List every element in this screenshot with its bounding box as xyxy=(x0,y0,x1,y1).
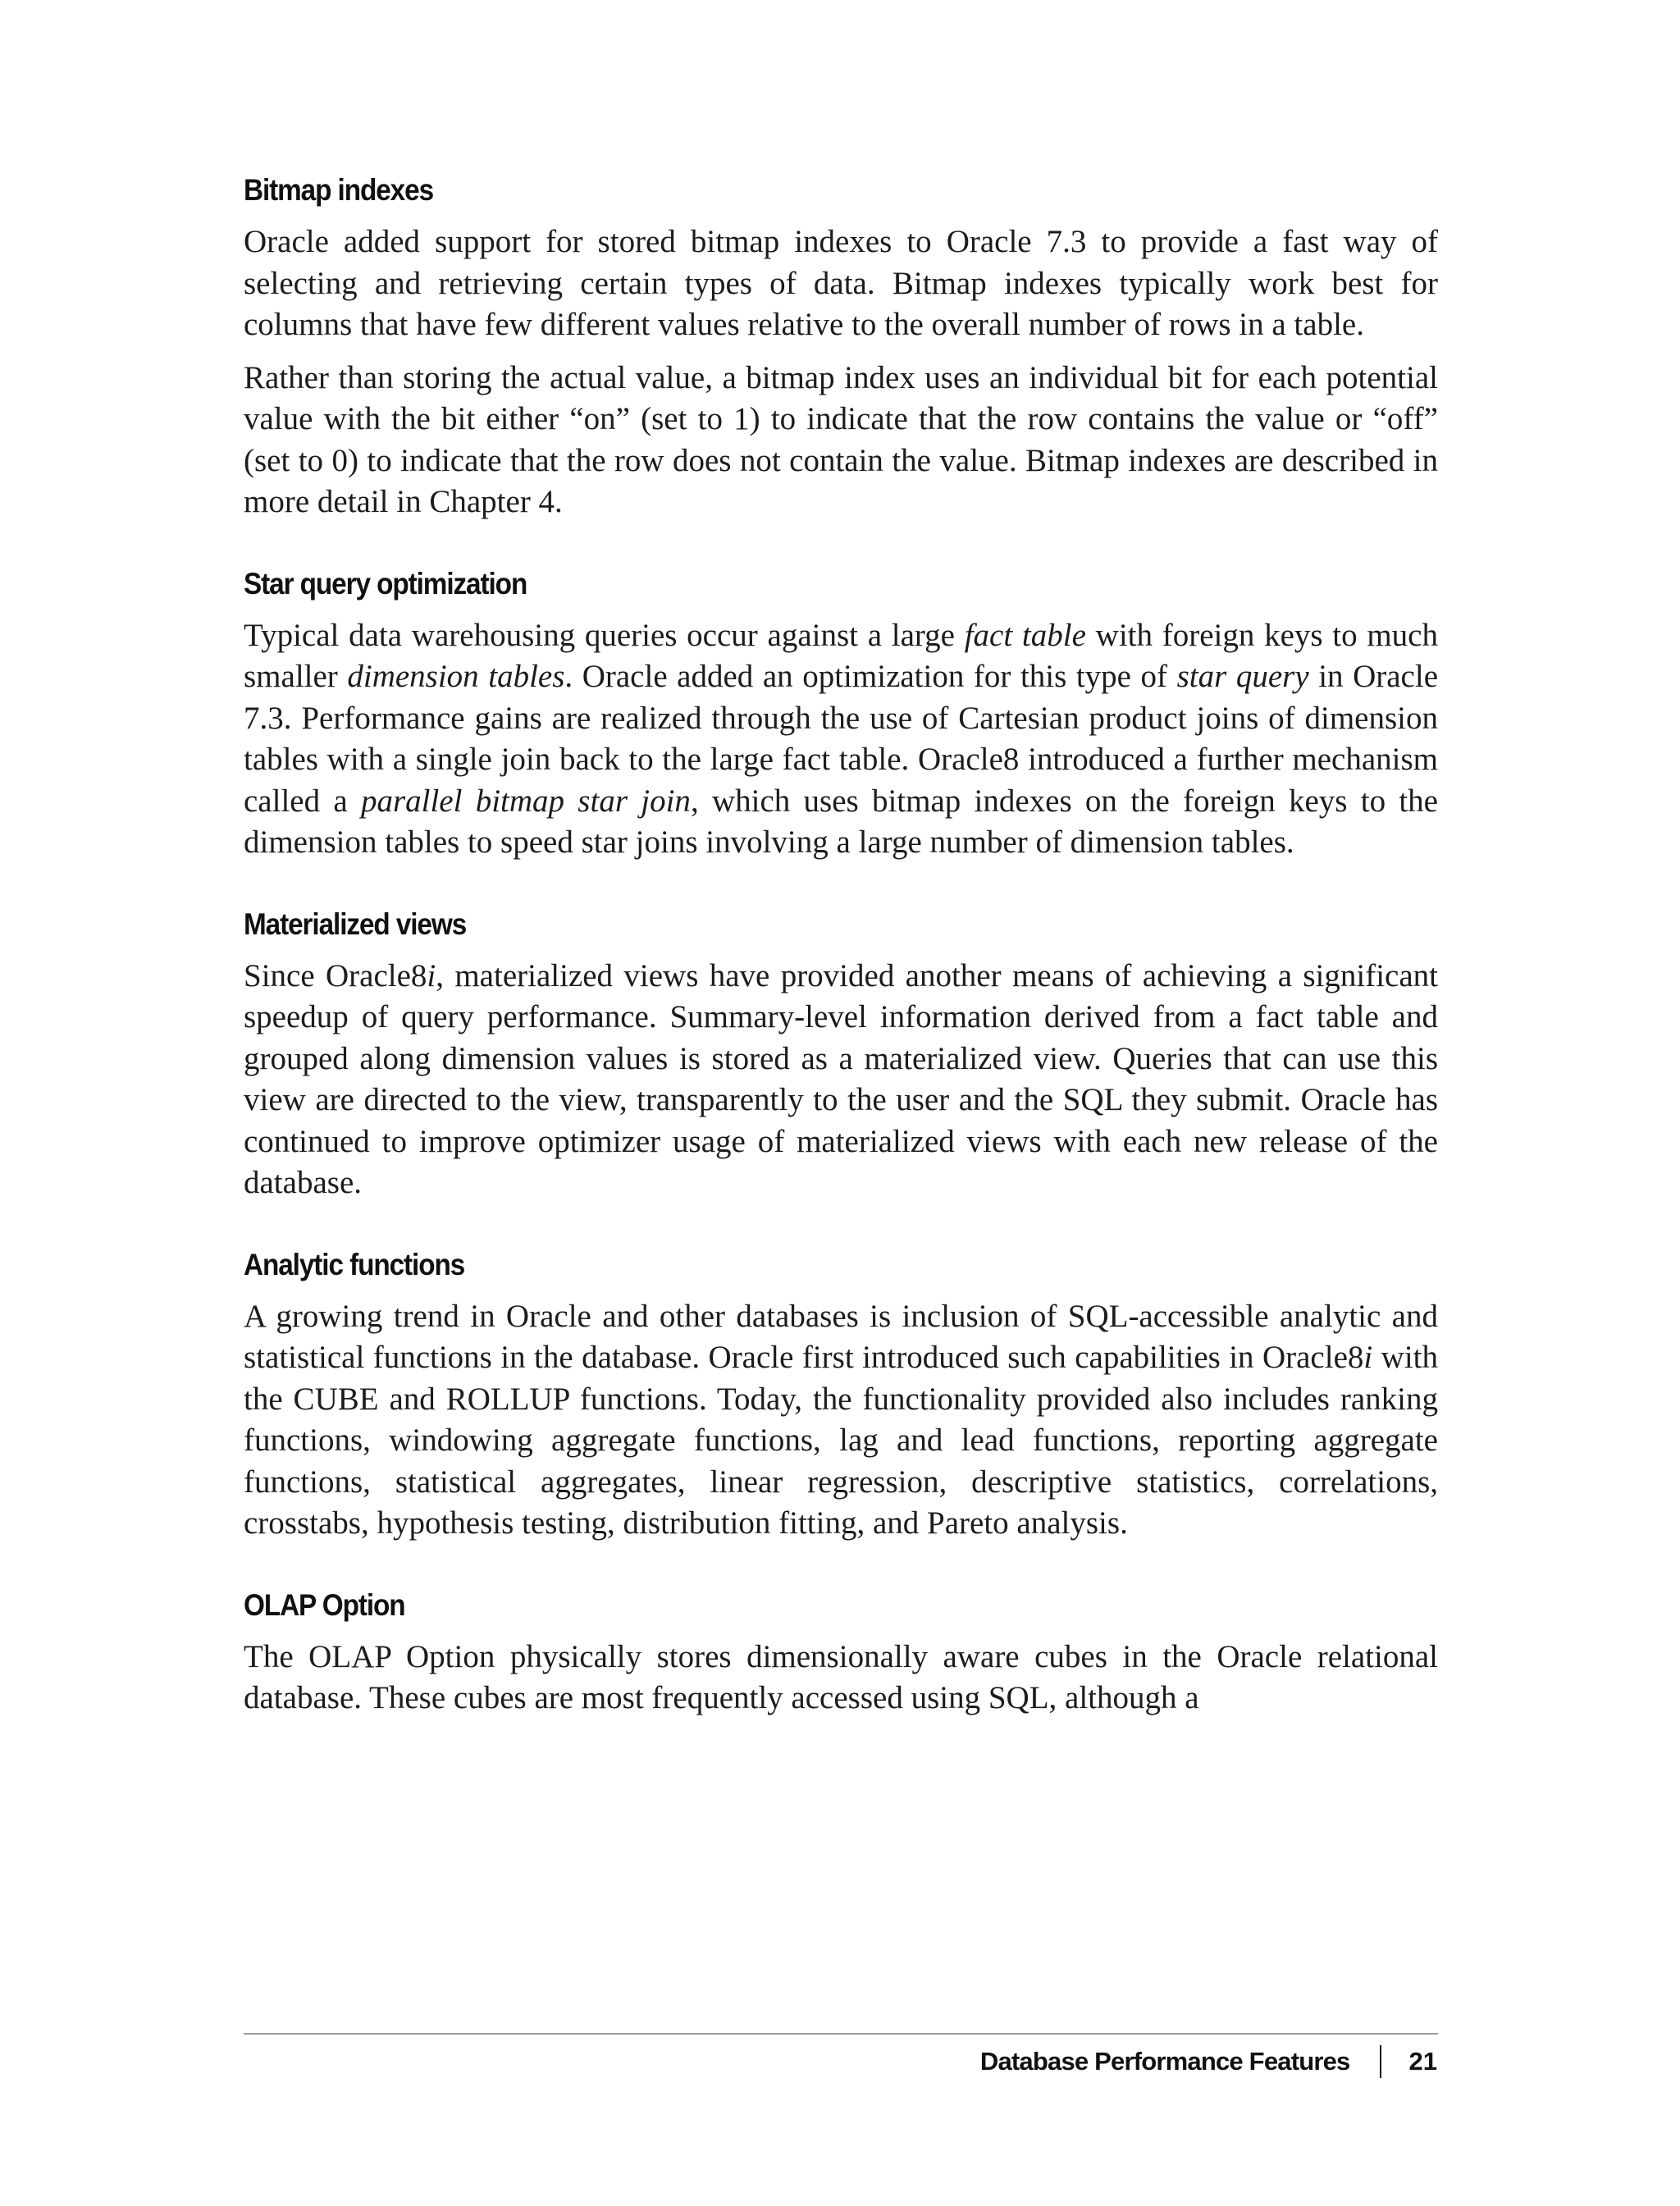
page-body xyxy=(244,172,1438,1720)
section-bitmap-indexes xyxy=(244,172,1438,523)
section-heading: Analytic functions xyxy=(244,1247,465,1281)
text-run: Since Oracle8 xyxy=(244,957,427,993)
paragraph xyxy=(244,615,1438,864)
section-analytic-functions xyxy=(244,1247,1438,1545)
text-run: , which uses bitmap indexes on the foreign keys to the dimension tables to speed star joins involving a large number of dimension tables. xyxy=(244,783,1438,860)
paragraph xyxy=(244,1637,1438,1720)
italic-term: fact table xyxy=(964,617,1086,653)
text-run: Oracle added support for stored bitmap indexes to Oracle 7.3 to provide a fast way of selecting and retrieving certain types of data. Bitmap indexes typically work best for columns that have few different values relative to the overall number of rows in a table. xyxy=(244,224,1438,342)
text-run: . Oracle added an optimization for this type of xyxy=(564,659,1177,694)
text-run: A growing trend in Oracle and other databases is inclusion of SQL-accessible analytic and statistical functions in the database. Oracle first introduced such capabilities in Oracle8 xyxy=(244,1298,1438,1375)
text-run: with foreign keys to much smaller xyxy=(244,617,1438,694)
text-run: Typical data warehousing queries occur against a large xyxy=(244,617,965,653)
italic-term: i xyxy=(1363,1340,1373,1375)
section-heading: Bitmap indexes xyxy=(244,173,434,207)
section-star-query-optimization xyxy=(244,566,1438,864)
section-heading: Materialized views xyxy=(244,907,467,941)
italic-term: parallel bitmap star join xyxy=(360,783,691,819)
italic-term: i xyxy=(427,957,436,993)
footer-divider xyxy=(244,2033,1438,2035)
text-run: Rather than storing the actual value, a bitmap index uses an individual bit for each potential value with the bit either “on” (set to 1) to indicate that the row contains the value or “off” (set to 0) to indicate that the row does not contain the value. Bitmap indexes are described in more detail in Chapter 4. xyxy=(244,359,1438,519)
paragraph xyxy=(244,956,1438,1204)
running-title: Database Performance Features xyxy=(979,2047,1350,2076)
paragraph xyxy=(244,222,1438,346)
section-materialized-views xyxy=(244,907,1438,1204)
page-number: 21 xyxy=(1408,2047,1437,2076)
text-run: with the CUBE and ROLLUP functions. Today, the functionality provided also includes ranking functions, windowing aggregate functions, lag and lead functions, reporting aggregate functions, statistical aggregates, linear regression, descriptive statistics, correlations, crosstabs, hypothesis testing, distribution fitting, and Pareto analysis. xyxy=(244,1340,1439,1541)
page-footer xyxy=(980,2041,1437,2082)
footer-separator xyxy=(1380,2045,1381,2078)
text-run: , materialized views have provided another means of achieving a significant speedup of query performance. Summary-level information derived from a fact table and grouped along dimension values is stored as a materialized view. Queries that can use this view are directed to the view, transparently to the user and the SQL they submit. Oracle has continued to improve optimizer usage of materialized views with each new release of the database. xyxy=(244,957,1438,1200)
section-heading: OLAP Option xyxy=(244,1587,405,1622)
section-olap-option xyxy=(244,1587,1438,1720)
text-run: in Oracle 7.3. Performance gains are realized through the use of Cartesian product joins of dimension tables with a single join back to the large fact table. Oracle8 introduced a further mechanism called a xyxy=(244,659,1439,819)
text-run: The OLAP Option physically stores dimensionally aware cubes in the Oracle relational database. These cubes are most frequently accessed using SQL, although a xyxy=(244,1638,1438,1715)
paragraph xyxy=(244,1296,1438,1545)
italic-term: dimension tables xyxy=(347,659,565,694)
section-heading: Star query optimization xyxy=(244,566,527,601)
paragraph xyxy=(244,358,1438,523)
italic-term: star query xyxy=(1176,659,1309,694)
